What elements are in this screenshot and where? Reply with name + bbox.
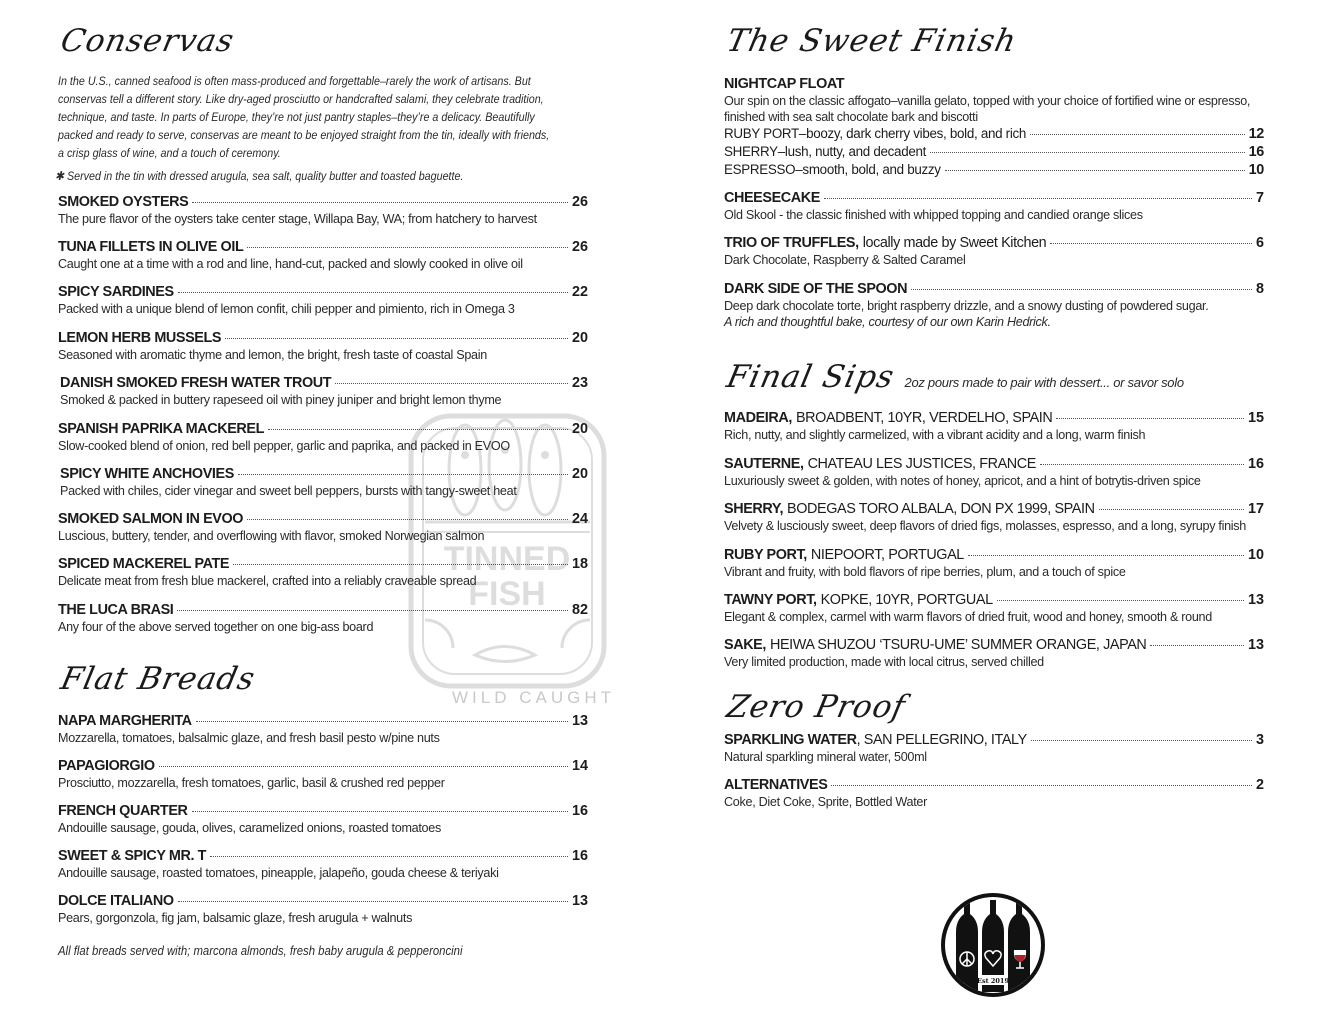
dot-leader — [831, 785, 1252, 786]
menu-item — [724, 501, 1264, 534]
item-name: SAKE, — [724, 637, 766, 653]
menu-item — [724, 547, 1264, 580]
conservas-intro: In the U.S., canned seafood is often mass-produced and forgettable–rarely the work of artisans. But conservas tell a different story. Like dry-aged prosciutto or handcrafted salami, they celebrate tradition, technique, and taste. In parts of Europe, they’re not just pantry staples–they’re a delicacy. Beautifully packed and ready to serve, conservas are meant to be enjoyed straight from the tin, ideally with friends, a crisp glass of wine, and a touch of ceremony. — [58, 74, 550, 160]
item-price: 26 — [571, 239, 588, 255]
item-price: 20 — [571, 330, 588, 346]
item-price: 13 — [571, 713, 588, 729]
dot-leader — [196, 721, 568, 722]
item-price: 7 — [1255, 190, 1264, 206]
menu-item — [724, 592, 1264, 625]
dot-leader — [911, 289, 1252, 290]
item-description: Prosciutto, mozzarella, fresh tomatoes, garlic, basil & crushed red pepper — [58, 776, 445, 790]
zero-proof-section-title: Zero Proof — [723, 689, 909, 725]
item-description: Mozzarella, tomatoes, balsalmic glaze, and fresh basil pesto w/pine nuts — [58, 731, 440, 745]
item-description: Seasoned with aromatic thyme and lemon, the bright, fresh taste of coastal Spain — [58, 348, 487, 362]
menu-item — [724, 777, 1264, 810]
item-description: Slow-cooked blend of onion, red bell pepper, garlic and paprika, and packed in EVOO — [58, 439, 510, 453]
item-subtitle: HEIWA SHUZOU ‘TSURU-UME’ SUMMER ORANGE, JAPAN — [769, 637, 1147, 653]
dot-leader — [178, 292, 568, 293]
sweet-finish-section-title: The Sweet Finish — [723, 23, 1021, 59]
dot-leader — [247, 247, 568, 248]
dot-leader — [1056, 418, 1244, 419]
menu-item — [58, 330, 588, 363]
option-label: RUBY PORT–boozy, dark cherry vibes, bold, and rich — [724, 126, 1027, 141]
conservas-serving-note: ✱ Served in the tin with dressed arugula, sea salt, quality butter and toasted baguette. — [55, 169, 464, 183]
dot-leader — [225, 338, 568, 339]
menu-item — [58, 194, 588, 227]
item-price: 8 — [1255, 281, 1264, 297]
item-price: 24 — [571, 511, 588, 527]
item-price: 16 — [571, 803, 588, 819]
nightcap-option — [724, 125, 1264, 143]
item-price: 15 — [1247, 410, 1264, 426]
item-price: 13 — [1247, 637, 1264, 653]
dot-leader — [1099, 509, 1244, 510]
item-price: 18 — [571, 556, 588, 572]
svg-text:FISH: FISH — [468, 575, 546, 613]
option-label: SHERRY–lush, nutty, and decadent — [724, 144, 927, 159]
nightcap-option — [724, 161, 1264, 179]
item-name: SMOKED OYSTERS — [58, 194, 189, 210]
menu-item — [724, 190, 1264, 223]
wine-bottles-logo-icon — [940, 892, 1046, 998]
item-price: 2 — [1255, 777, 1264, 793]
item-price: 10 — [1247, 547, 1264, 563]
item-price: 12 — [1248, 126, 1264, 142]
dot-leader — [178, 901, 568, 902]
item-name: TRIO OF TRUFFLES, — [724, 235, 859, 251]
menu-item — [724, 410, 1264, 443]
menu-item-nightcap-float — [724, 76, 1264, 179]
item-subtitle: NIEPOORT, PORTUGAL — [810, 547, 964, 563]
dot-leader — [1050, 243, 1252, 244]
item-name: MADEIRA, — [724, 410, 792, 426]
item-subtitle: , SAN PELLEGRINO, ITALY — [856, 732, 1027, 748]
item-name: DARK SIDE OF THE SPOON — [724, 281, 908, 297]
menu-item — [58, 602, 588, 635]
item-name: SPANISH PAPRIKA MACKEREL — [58, 421, 265, 437]
item-description: Any four of the above served together on one big-ass board — [58, 620, 374, 634]
menu-item — [724, 456, 1264, 489]
nightcap-option — [724, 143, 1264, 161]
dot-leader — [238, 474, 568, 475]
final-sips-subtitle: 2oz pours made to pair with dessert... or savor solo — [904, 375, 1184, 390]
item-price: 14 — [571, 758, 588, 774]
item-description: Caught one at a time with a rod and line, hand-cut, packed and slowly cooked in olive oil — [58, 257, 523, 271]
item-name: TUNA FILLETS IN OLIVE OIL — [58, 239, 244, 255]
item-description: Old Skool - the classic finished with whipped topping and candied orange slices — [724, 208, 1143, 222]
item-description: Delicate meat from fresh blue mackerel, crafted into a reliably craveable spread — [58, 574, 477, 588]
menu-item — [58, 511, 588, 544]
item-description: Coke, Diet Coke, Sprite, Bottled Water — [724, 795, 928, 809]
dot-leader — [1150, 645, 1244, 646]
item-price: 13 — [571, 893, 588, 909]
item-description: Vibrant and fruity, with bold flavors of ripe berries, plum, and a touch of spice — [724, 565, 1126, 579]
item-description: The pure flavor of the oysters take center stage, Willapa Bay, WA; from hatchery to harvest — [58, 212, 537, 226]
item-description: Andouille sausage, gouda, olives, caramelized onions, roasted tomatoes — [58, 821, 441, 835]
item-subtitle: BODEGAS TORO ALBALA, DON PX 1999, SPAIN — [787, 501, 1095, 517]
item-price: 26 — [571, 194, 588, 210]
menu-item — [58, 758, 588, 791]
flatbreads-section-title: Flat Breads — [57, 661, 259, 697]
dot-leader — [159, 766, 568, 767]
item-name: NIGHTCAP FLOAT — [724, 76, 845, 92]
item-price: 13 — [1247, 592, 1264, 608]
item-description: A rich and thoughtful bake, courtesy of our own Karin Hedrick. — [724, 315, 1051, 329]
item-price: 22 — [571, 284, 588, 300]
dot-leader — [997, 600, 1244, 601]
item-price: 16 — [571, 848, 588, 864]
item-price: 16 — [1248, 144, 1264, 160]
item-description: Andouille sausage, roasted tomatoes, pineapple, jalapeño, gouda cheese & teriyaki — [58, 866, 499, 880]
item-description: Natural sparkling mineral water, 500ml — [724, 750, 927, 764]
dot-leader — [210, 856, 568, 857]
item-description: Dark Chocolate, Raspberry & Salted Caramel — [724, 253, 966, 267]
dot-leader — [824, 198, 1252, 199]
item-subtitle: BROADBENT, 10YR, VERDELHO, SPAIN — [795, 410, 1053, 426]
item-price: 82 — [571, 602, 588, 618]
menu-item — [58, 239, 588, 272]
item-name: ALTERNATIVES — [724, 777, 828, 793]
item-name: PAPAGIORGIO — [58, 758, 155, 774]
item-description: Elegant & complex, carmel with warm flavors of dried fruit, wood and honey, smooth & round — [724, 610, 1212, 624]
item-subtitle: locally made by Sweet Kitchen — [862, 235, 1047, 251]
dot-leader — [192, 811, 568, 812]
item-description: Smoked & packed in buttery rapeseed oil with piney juniper and bright lemon thyme — [60, 393, 502, 407]
dot-leader — [1031, 740, 1252, 741]
menu-item — [58, 284, 588, 317]
item-name: THE LUCA BRASI — [58, 602, 174, 618]
item-subtitle: KOPKE, 10YR, PORTGUAL — [820, 592, 993, 608]
menu-item — [58, 803, 588, 836]
menu-item — [58, 421, 588, 454]
dot-leader — [233, 564, 568, 565]
dot-leader — [1040, 464, 1244, 465]
item-description: Pears, gorgonzola, fig jam, balsamic glaze, fresh arugula + walnuts — [58, 911, 413, 925]
menu-item — [724, 732, 1264, 765]
item-price: 23 — [571, 375, 588, 391]
watermark-wild-caught: WILD CAUGHT — [452, 688, 615, 707]
item-name: TAWNY PORT, — [724, 592, 817, 608]
final-sips-section-title: Final Sips 2oz pours made to pair with dessert... or savor solo — [723, 359, 1184, 395]
item-name: SHERRY, — [724, 501, 784, 517]
dot-leader — [930, 152, 1245, 153]
item-price: 16 — [1247, 456, 1264, 472]
dot-leader — [335, 383, 568, 384]
menu-item — [58, 556, 588, 589]
item-description: Deep dark chocolate torte, bright raspberry drizzle, and a snowy dusting of powdered sugar. — [724, 299, 1209, 313]
menu-item — [724, 637, 1264, 670]
item-description: finished with sea salt chocolate bark and biscotti — [724, 110, 978, 124]
dot-leader — [1030, 134, 1245, 135]
item-price: 17 — [1247, 501, 1264, 517]
dot-leader — [968, 555, 1244, 556]
item-name: DANISH SMOKED FRESH WATER TROUT — [60, 375, 332, 391]
conservas-section-title: Conservas — [57, 23, 238, 59]
item-name: SAUTERNE, — [724, 456, 804, 472]
item-description: Our spin on the classic affogato–vanilla gelato, topped with your choice of fortified wine or espresso, — [724, 94, 1251, 108]
dot-leader — [945, 170, 1245, 171]
menu-item — [724, 281, 1264, 330]
item-name: DOLCE ITALIANO — [58, 893, 174, 909]
item-price: 6 — [1255, 235, 1264, 251]
item-price: 10 — [1248, 162, 1264, 178]
item-name: SPICY SARDINES — [58, 284, 174, 300]
item-description: Rich, nutty, and slightly carmelized, with a vibrant acidity and a long, warm finish — [724, 428, 1146, 442]
logo-est-text: Est 2019 — [977, 977, 1009, 985]
menu-item — [58, 713, 588, 746]
item-name: SPICY WHITE ANCHOVIES — [60, 466, 234, 482]
dot-leader — [192, 202, 568, 203]
item-price: 3 — [1255, 732, 1264, 748]
item-name: CHEESECAKE — [724, 190, 820, 206]
item-description: Packed with a unique blend of lemon confit, chili pepper and pimiento, rich in Omega 3 — [58, 302, 515, 316]
item-description: Packed with chiles, cider vinegar and sweet bell peppers, bursts with tangy-sweet heat — [60, 484, 517, 498]
item-subtitle: CHATEAU LES JUSTICES, FRANCE — [807, 456, 1036, 472]
item-name: RUBY PORT, — [724, 547, 807, 563]
menu-item — [60, 375, 588, 408]
dot-leader — [247, 519, 568, 520]
item-name: NAPA MARGHERITA — [58, 713, 192, 729]
menu-item — [60, 466, 588, 499]
menu-item — [724, 235, 1264, 268]
item-price: 20 — [571, 466, 588, 482]
item-name: SWEET & SPICY MR. T — [58, 848, 207, 864]
menu-item — [58, 893, 588, 926]
item-name: FRENCH QUARTER — [58, 803, 188, 819]
item-description: Luscious, buttery, tender, and overflowing with flavor, smoked Norwegian salmon — [58, 529, 485, 543]
item-name: SPICED MACKEREL PATE — [58, 556, 230, 572]
item-name: SMOKED SALMON IN EVOO — [58, 511, 244, 527]
dot-leader — [177, 610, 568, 611]
flatbreads-footer-note: All flat breads served with; marcona almonds, fresh baby arugula & pepperoncini — [58, 944, 463, 958]
option-label: ESPRESSO–smooth, bold, and buzzy — [724, 162, 941, 177]
menu-item — [58, 848, 588, 881]
dot-leader — [268, 429, 568, 430]
item-price: 20 — [571, 421, 588, 437]
item-description: Very limited production, made with local citrus, served chilled — [724, 655, 1044, 669]
svg-text:TINNED: TINNED — [443, 540, 571, 578]
item-description: Velvety & lusciously sweet, deep flavors of dried figs, molasses, espresso, and a long, syrupy finish — [724, 519, 1246, 533]
item-name: LEMON HERB MUSSELS — [58, 330, 222, 346]
item-name: SPARKLING WATER — [724, 732, 857, 748]
item-description: Luxuriously sweet & golden, with notes of honey, apricot, and a hint of botrytis-driven spice — [724, 474, 1201, 488]
